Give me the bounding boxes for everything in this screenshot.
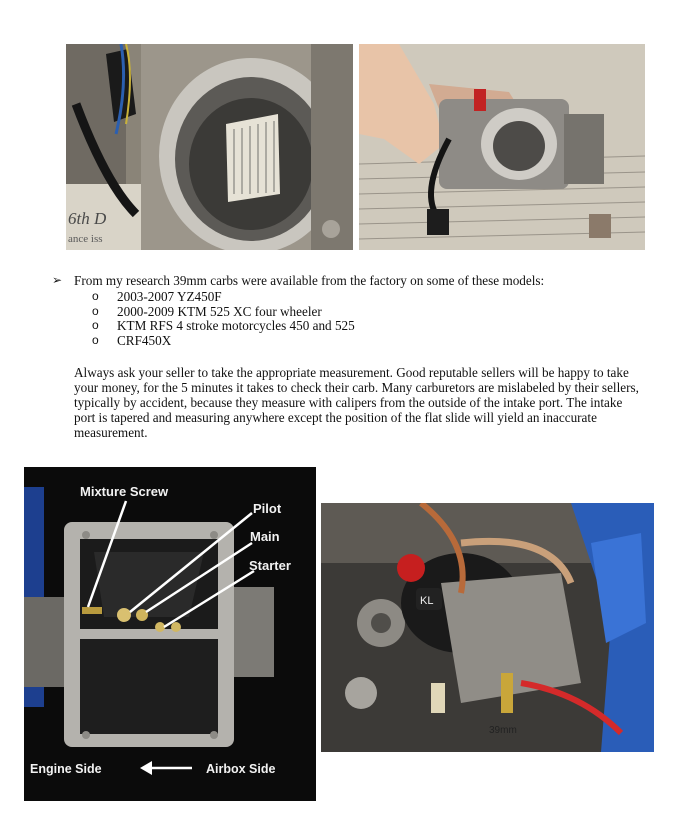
label-engine-side: Engine Side — [30, 762, 102, 776]
seller-advice-paragraph: Always ask your seller to take the appropriate measurement. Good reputable sellers will be happy to take your money, for the 5 minutes it takes to check their carb. Many carburetors are mislabeled by their sellers, typically by accident, because they measure with calipers from the outside of the intake port. The intake port is tapered and measuring anywhere except the position of the flat slide will yield an inaccurate measurement. — [74, 365, 639, 440]
list-item: o KTM RFS 4 stroke motorcycles 450 and 525 — [92, 318, 355, 333]
label-pilot: Pilot — [253, 501, 282, 516]
newspaper-fragment: 6th D — [68, 209, 107, 228]
model-bullet — [52, 273, 652, 347]
label-main: Main — [250, 529, 280, 544]
body-tag: 39mm — [489, 725, 517, 736]
label-mixture-screw: Mixture Screw — [80, 484, 169, 499]
installed-carb-photo — [321, 503, 654, 752]
list-item: o 2000-2009 KTM 525 XC four wheeler — [92, 303, 322, 319]
list-item: o CRF450X — [92, 332, 172, 348]
carb-bore-measurement-photo — [66, 44, 353, 250]
newspaper-fragment-2: ance iss — [68, 233, 103, 245]
label-starter: Starter — [249, 558, 291, 573]
circle-bullet-icon: o — [92, 318, 99, 332]
circle-bullet-icon: o — [92, 332, 99, 347]
bullet-arrow-icon: ➢ — [52, 273, 63, 287]
bullet-text: From my research 39mm carbs were available from the factory on some of these models: — [74, 273, 545, 288]
list-item: o 2003-2007 YZ450F — [92, 289, 222, 304]
circle-bullet-icon: o — [92, 289, 99, 303]
model-list — [92, 289, 652, 347]
circle-bullet-icon: o — [92, 303, 99, 318]
hand-holding-carb-photo — [359, 44, 645, 250]
cap-mark: KL — [420, 595, 434, 607]
carb-jets-diagram-photo — [24, 467, 316, 801]
label-airbox-side: Airbox Side — [206, 762, 276, 776]
